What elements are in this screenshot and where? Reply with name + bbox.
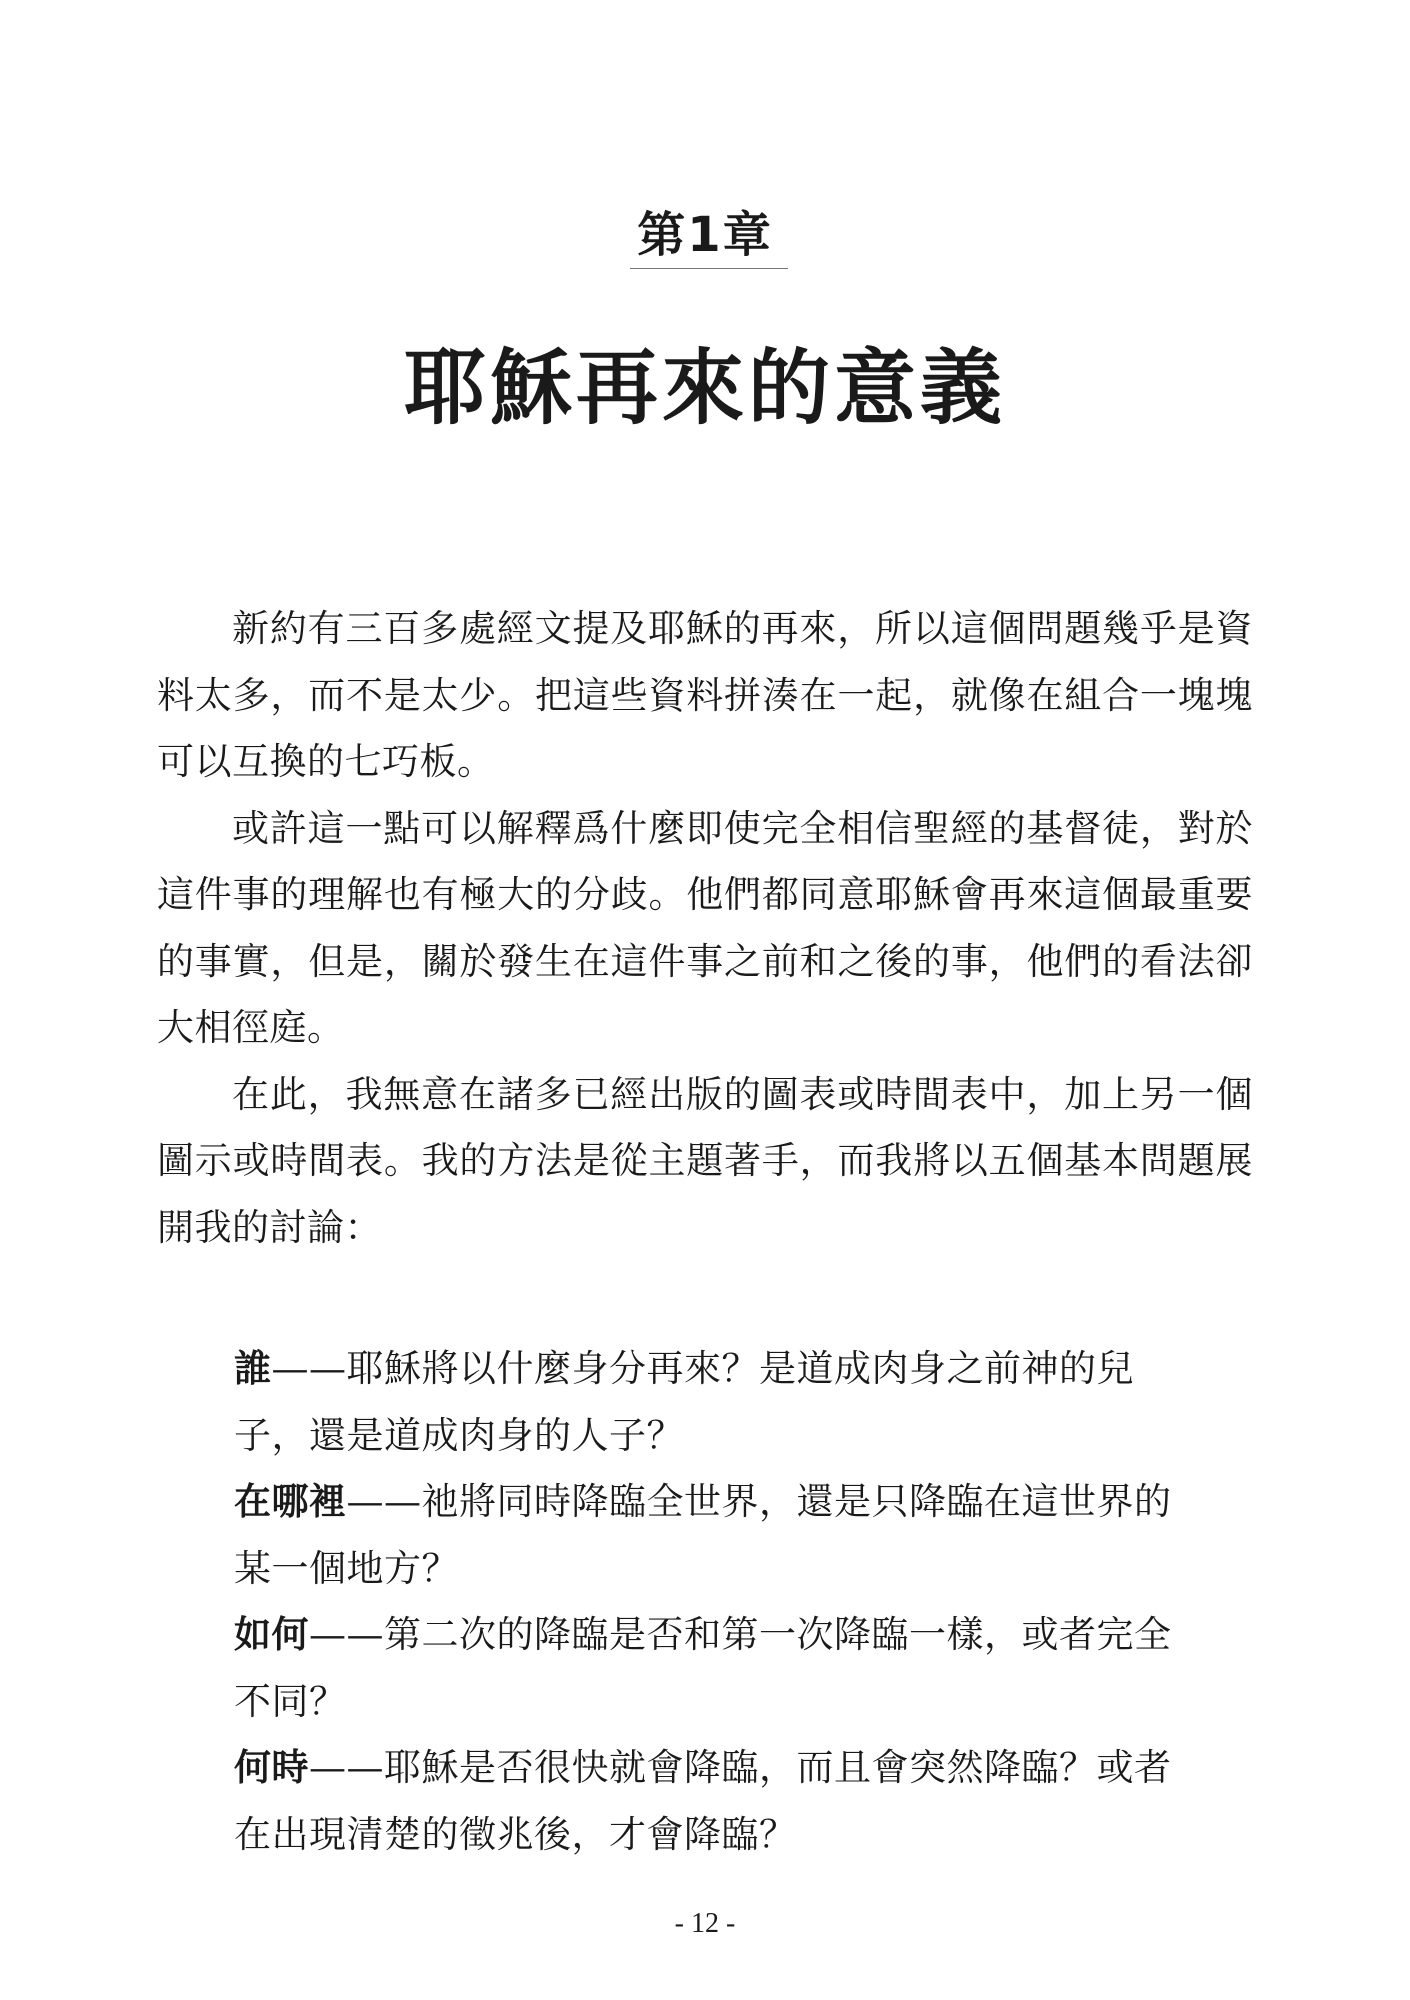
question-term: 何時 (234, 1746, 309, 1789)
question-term: 如何 (234, 1613, 309, 1656)
question-how (234, 1602, 1174, 1735)
paragraph-2: 或許這一點可以解釋爲什麼即使完全相信聖經的基督徒，對於這件事的理解也有極大的分歧。他們都同意耶穌會再來這個最重要的事實，但是，關於發生在這件事之前和之後的事，他們的看法卻大相徑庭。 (157, 806, 1253, 1049)
question-list (234, 1336, 1174, 1868)
question-term: 在哪裡 (234, 1480, 347, 1523)
chapter-title: 耶穌再來的意義 (403, 340, 1006, 436)
question-when (234, 1735, 1174, 1868)
question-text: ——第二次的降臨是否和第一次降臨一樣，或者完全不同？ (234, 1613, 1172, 1723)
question-text: ——耶穌是否很快就會降臨，而且會突然降臨？或者在出現清楚的徵兆後，才會降臨？ (234, 1746, 1172, 1856)
page-number: - 12 - (674, 1908, 736, 1939)
chapter-label: 第1章 (637, 207, 773, 263)
question-text: ——耶穌將以什麼身分再來？是道成肉身之前神的兒子，還是道成肉身的人子？ (234, 1347, 1134, 1457)
chapter-underline (630, 268, 788, 269)
paragraph-3: 在此，我無意在諸多已經出版的圖表或時間表中，加上另一個圖示或時間表。我的方法是從主題著手，而我將以五個基本問題展開我的討論： (157, 1072, 1253, 1249)
question-who (234, 1336, 1174, 1469)
paragraph-1: 新約有三百多處經文提及耶穌的再來，所以這個問題幾乎是資料太多，而不是太少。把這些資料拼湊在一起，就像在組合一塊塊可以互換的七巧板。 (157, 607, 1253, 783)
question-term: 誰 (234, 1347, 272, 1390)
question-where (234, 1469, 1174, 1602)
question-text: ——祂將同時降臨全世界，還是只降臨在這世界的某一個地方？ (234, 1480, 1172, 1590)
body-text (157, 596, 1253, 1261)
